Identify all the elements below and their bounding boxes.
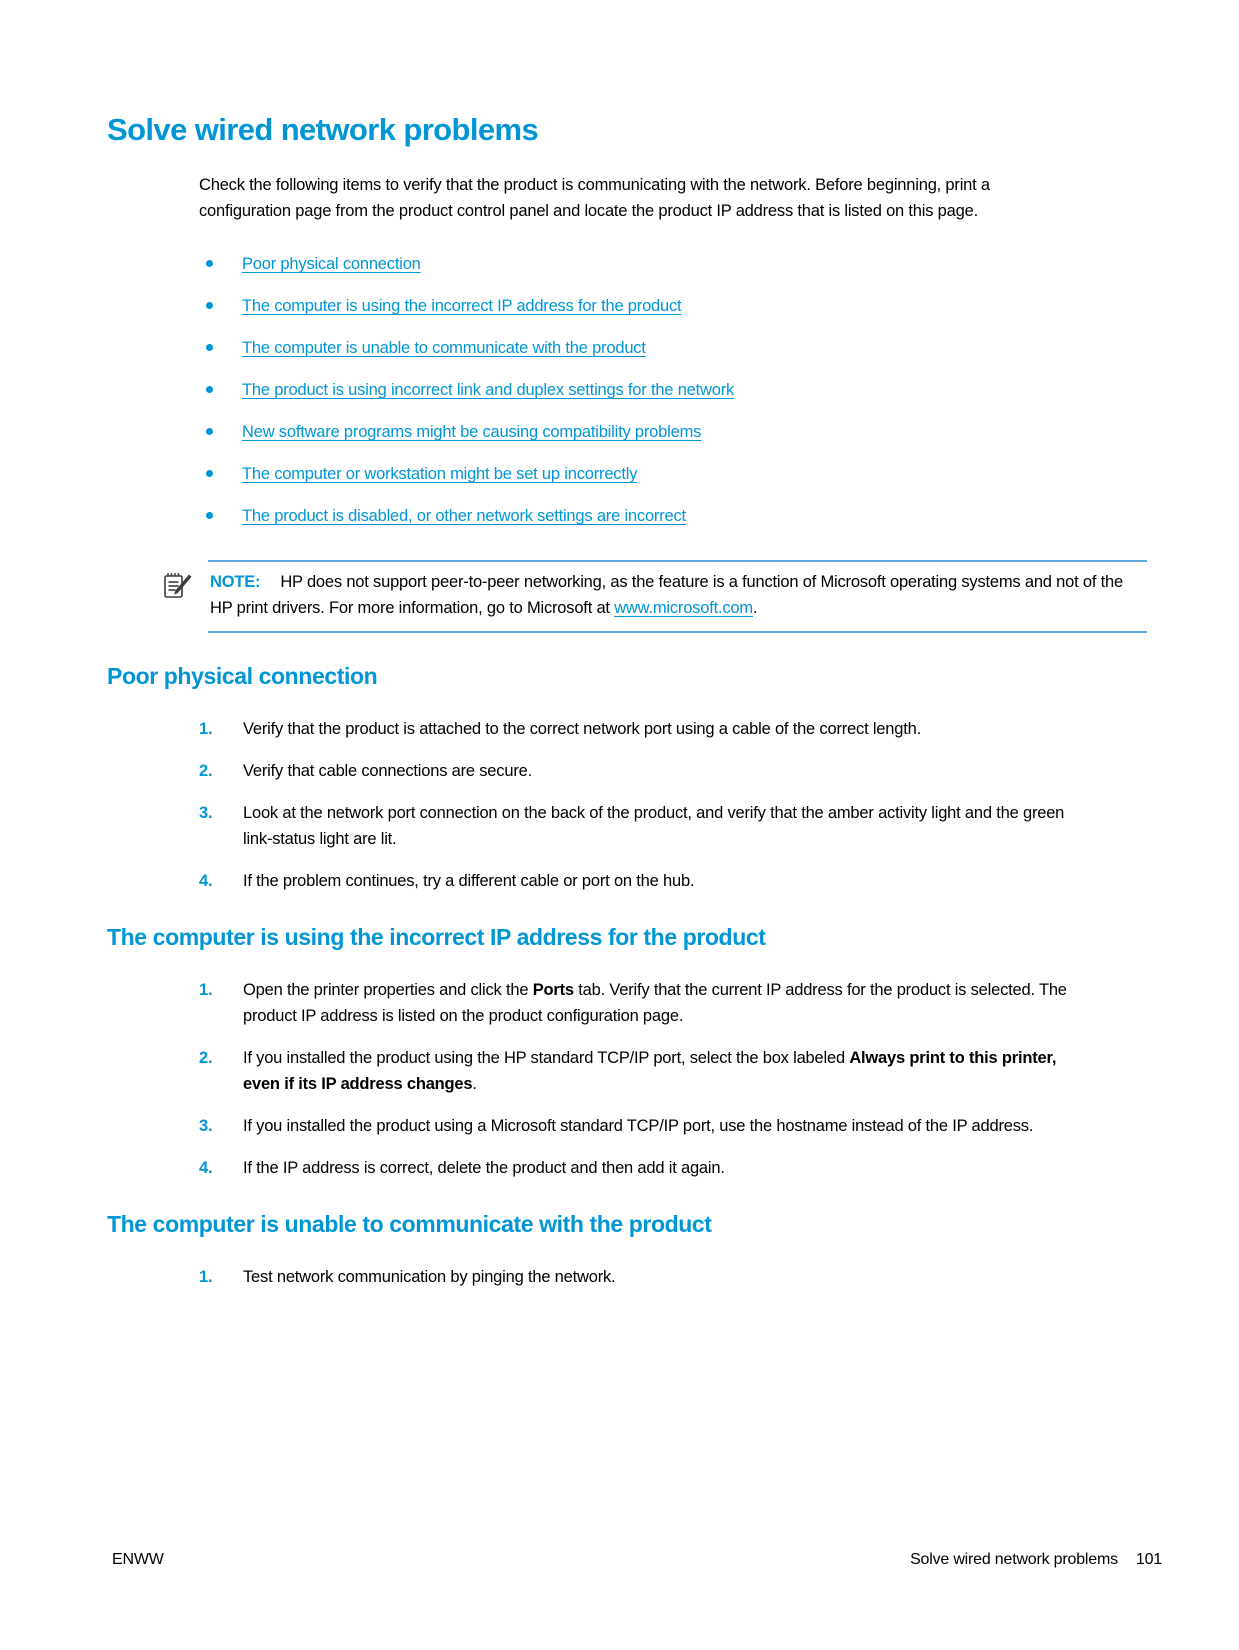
numbered-item — [199, 758, 1088, 784]
note-text: HP does not support peer-to-peer networking, as the feature is a function of Microsoft operating systems and not of the HP print drivers. For more information, go to Microsoft at — [210, 573, 1123, 617]
numbered-list — [199, 716, 1088, 894]
bullet-icon — [206, 302, 213, 309]
item-number: 3. — [199, 1117, 213, 1135]
toc-item — [206, 422, 1239, 442]
sections — [0, 663, 1239, 1290]
bullet-icon — [206, 386, 213, 393]
toc-link[interactable]: The computer is unable to communicate with the product — [242, 339, 646, 357]
toc-item — [206, 296, 1239, 316]
toc-link[interactable]: The product is using incorrect link and duplex settings for the network — [242, 381, 735, 399]
numbered-item — [199, 1113, 1088, 1139]
toc-item — [206, 506, 1239, 526]
toc-item — [206, 338, 1239, 358]
bullet-icon — [206, 260, 213, 267]
footer — [112, 1551, 1162, 1569]
item-number: 4. — [199, 1159, 213, 1177]
item-text: Open the printer properties and click the Ports tab. Verify that the current IP address for the product is selected. The product IP address is listed on the product configuration page. — [243, 981, 1067, 1025]
toc-link[interactable]: New software programs might be causing compatibility problems — [242, 423, 702, 441]
item-number: 4. — [199, 872, 213, 890]
bullet-icon — [206, 344, 213, 351]
item-text: Test network communication by pinging the network. — [243, 1268, 616, 1286]
intro-paragraph: Check the following items to verify that the product is communicating with the network. Before beginning, print a configuration page from the product control panel and locate the product IP address that is listed on this page. — [199, 176, 990, 220]
item-number: 1. — [199, 720, 213, 738]
section — [0, 1211, 1239, 1290]
note-box — [208, 560, 1147, 633]
item-number: 1. — [199, 981, 213, 999]
item-text: If you installed the product using the HP standard TCP/IP port, select the box labeled Always print to this printer, even if its IP address changes. — [243, 1049, 1057, 1093]
numbered-list — [199, 977, 1088, 1181]
item-number: 2. — [199, 762, 213, 780]
footer-page-number: 101 — [1135, 1551, 1162, 1568]
bullet-icon — [206, 470, 213, 477]
item-text: Verify that the product is attached to the correct network port using a cable of the correct length. — [243, 720, 921, 738]
numbered-item — [199, 868, 1088, 894]
toc-list — [206, 254, 1239, 526]
microsoft-link[interactable]: www.microsoft.com — [614, 599, 753, 617]
toc-item — [206, 464, 1239, 484]
toc-link[interactable]: The computer or workstation might be set up incorrectly — [242, 465, 638, 483]
toc-link[interactable]: The computer is using the incorrect IP address for the product — [242, 297, 682, 315]
numbered-item — [199, 1155, 1088, 1181]
bullet-icon — [206, 512, 213, 519]
note-icon — [162, 570, 192, 608]
numbered-item — [199, 1045, 1088, 1097]
item-number: 2. — [199, 1049, 213, 1067]
item-text: Look at the network port connection on the back of the product, and verify that the amber activity light and the green link-status light are lit. — [243, 804, 1065, 848]
section-heading: The computer is using the incorrect IP address for the product — [107, 924, 766, 950]
item-number: 3. — [199, 804, 213, 822]
bullet-icon — [206, 428, 213, 435]
page-title: Solve wired network problems — [107, 112, 539, 147]
section — [0, 924, 1239, 1181]
numbered-list — [199, 1264, 1088, 1290]
footer-section-title: Solve wired network problems — [910, 1551, 1118, 1568]
toc-item — [206, 380, 1239, 400]
item-text: If the IP address is correct, delete the product and then add it again. — [243, 1159, 725, 1177]
numbered-item — [199, 977, 1088, 1029]
footer-enww: ENWW — [112, 1551, 164, 1568]
footer-right — [910, 1551, 1162, 1569]
item-text: Verify that cable connections are secure. — [243, 762, 532, 780]
section-heading: Poor physical connection — [107, 663, 378, 689]
item-text: If the problem continues, try a different cable or port on the hub. — [243, 872, 695, 890]
toc-link[interactable]: Poor physical connection — [242, 255, 421, 273]
toc-link[interactable]: The product is disabled, or other network settings are incorrect — [242, 507, 686, 525]
numbered-item — [199, 716, 1088, 742]
section — [0, 663, 1239, 894]
section-heading: The computer is unable to communicate with the product — [107, 1211, 712, 1237]
toc-item — [206, 254, 1239, 274]
item-number: 1. — [199, 1268, 213, 1286]
item-text: If you installed the product using a Microsoft standard TCP/IP port, use the hostname instead of the IP address. — [243, 1117, 1034, 1135]
note-text-end: . — [752, 599, 758, 617]
numbered-item — [199, 800, 1088, 852]
note-label: NOTE: — [210, 573, 261, 591]
numbered-item — [199, 1264, 1088, 1290]
